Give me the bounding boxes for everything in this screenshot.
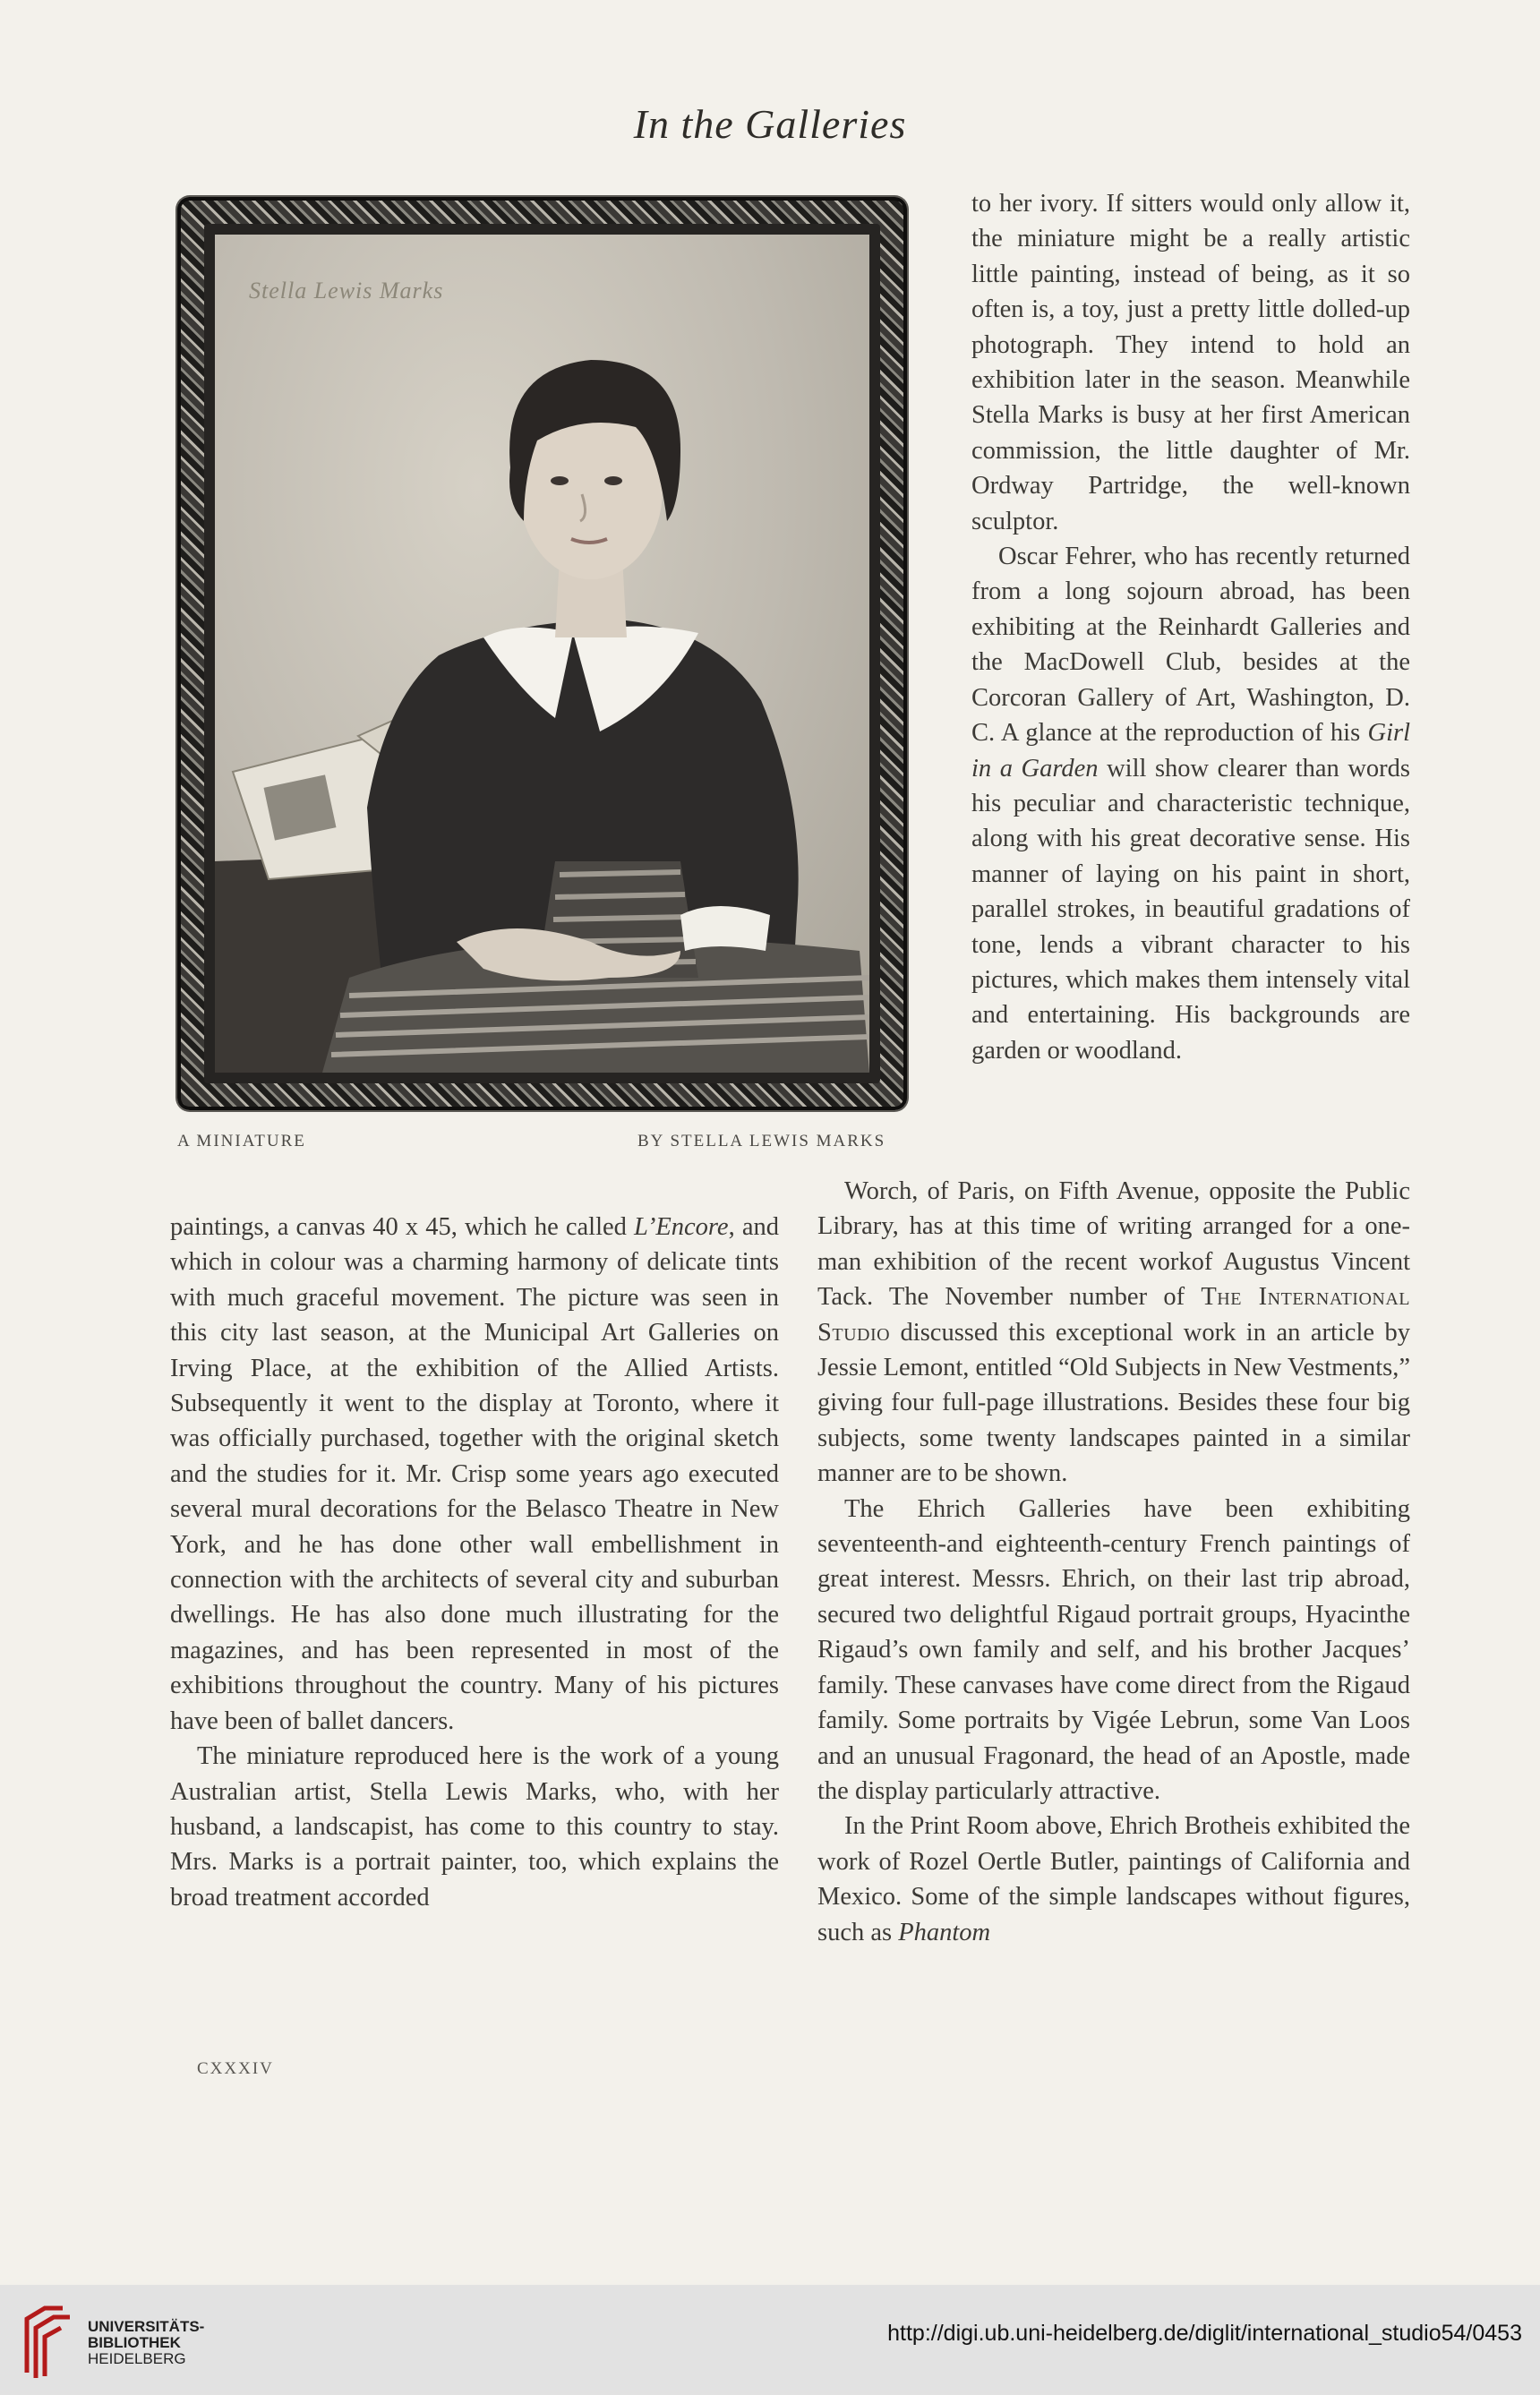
- artwork-title: Girl in a Garden: [971, 719, 1410, 783]
- paragraph: Oscar Fehrer, who has recently returned from a long sojourn abroad, has been exhibiting at the Reinhardt Galleries and the MacDowell Club, besides at the Corcoran Gallery of Art, Washington, D. C. A glance at the reproduction of his Girl in a Garden will show clearer than words his peculiar and characteristic technique, along with his great decorative sense. His manner of laying on his paint in short, parallel strokes, in beautiful gradations of tone, lends a vibrant character to his pictures, which makes them intensely vital and entertaining. His backgrounds are garden or woodland.: [971, 543, 1410, 1065]
- artwork-title: L’Encore: [634, 1213, 729, 1241]
- picture-frame: [177, 197, 907, 1110]
- paragraph: paintings, a canvas 40 x 45, which he called L’Encore, and which in colour was a charming harmony of delicate tints with much graceful movement. The picture was seen in this city last season, at the Municipal Art Galleries on Irving Place, at the exhibition of the Allied Artists. Subsequently it went to the display at Toronto, where it was officially purchased, together with the original sketch and the studies for it. Mr. Crisp some years ago executed several mural decorations for the Belasco Theatre in New York, and he has done other wall embellishment in connection with the architects of several city and suburban dwellings. He has also done much illustrating for the magazines, and has been represented in most of the exhibitions throughout the country. Many of his pictures have been of ballet dancers.: [170, 1213, 779, 1735]
- artwork-title: Phantom: [898, 1918, 991, 1946]
- paragraph: Worch, of Paris, on Fifth Avenue, opposite the Public Library, has at this time of writing arranged for a one-man exhibition of the recent workof Augustus Vincent Tack. The November number of The International Studio discussed this exceptional work in an article by Jessie Lemont, entitled “Old Subjects in New Vestments,” giving four full-page illustrations. Besides these four big subjects, some twenty landscapes painted in a similar manner are to be shown.: [817, 1177, 1410, 1488]
- page-number: CXXXIV: [197, 2059, 274, 2078]
- figure-caption-artist: BY STELLA LEWIS MARKS: [637, 1132, 886, 1150]
- portrait-painting: [215, 235, 869, 1073]
- right-column-top: [971, 186, 1410, 1068]
- source-url-link[interactable]: http://digi.ub.uni-heidelberg.de/diglit/international_studio54/0453: [887, 2321, 1522, 2346]
- library-logo-icon: [18, 2301, 75, 2380]
- library-name: UNIVERSITÄTS- BIBLIOTHEK HEIDELBERG: [88, 2318, 205, 2367]
- figure-caption-title: A MINIATURE: [177, 1132, 306, 1150]
- publication-title: The International Studio: [817, 1283, 1410, 1347]
- footer-bar: [0, 2285, 1540, 2395]
- portrait-figure: [215, 235, 869, 1073]
- painting-signature: Stella Lewis Marks: [249, 278, 444, 304]
- left-column: [170, 1210, 779, 1915]
- page-title: In the Galleries: [633, 101, 907, 147]
- paragraph: In the Print Room above, Ehrich Brotheis exhibited the work of Rozel Oertle Butler, paintings of California and Mexico. Some of the simple landscapes without figures, such as Phantom: [817, 1812, 1410, 1946]
- paragraph: to her ivory. If sitters would only allow it, the miniature might be a really artistic little painting, instead of being, as it so often is, a toy, just a pretty little dolled-up photograph. They intend to hold an exhibition later in the season. Meanwhile Stella Marks is busy at her first American commission, the little daughter of Mr. Ordway Partridge, the well-known sculptor.: [971, 190, 1410, 535]
- paragraph: The miniature reproduced here is the work of a young Australian artist, Stella Lewis Marks, who, with her husband, a landscapist, has come to this country to stay. Mrs. Marks is a portrait painter, too, which explains the broad treatment accorded: [170, 1742, 779, 1912]
- paragraph: The Ehrich Galleries have been exhibiting seventeenth-and eighteenth-century French paintings of great interest. Messrs. Ehrich, on their last trip abroad, secured two delightful Rigaud portrait groups, Hyacinthe Rigaud’s own family and self, and his brother Jacques’ family. These canvases have come direct from the Rigaud family. Some portraits by Vigée Lebrun, some Van Loos and an unusual Fragonard, the head of an Apostle, made the display particularly attractive.: [817, 1494, 1410, 1805]
- right-column-bottom: [817, 1174, 1410, 1950]
